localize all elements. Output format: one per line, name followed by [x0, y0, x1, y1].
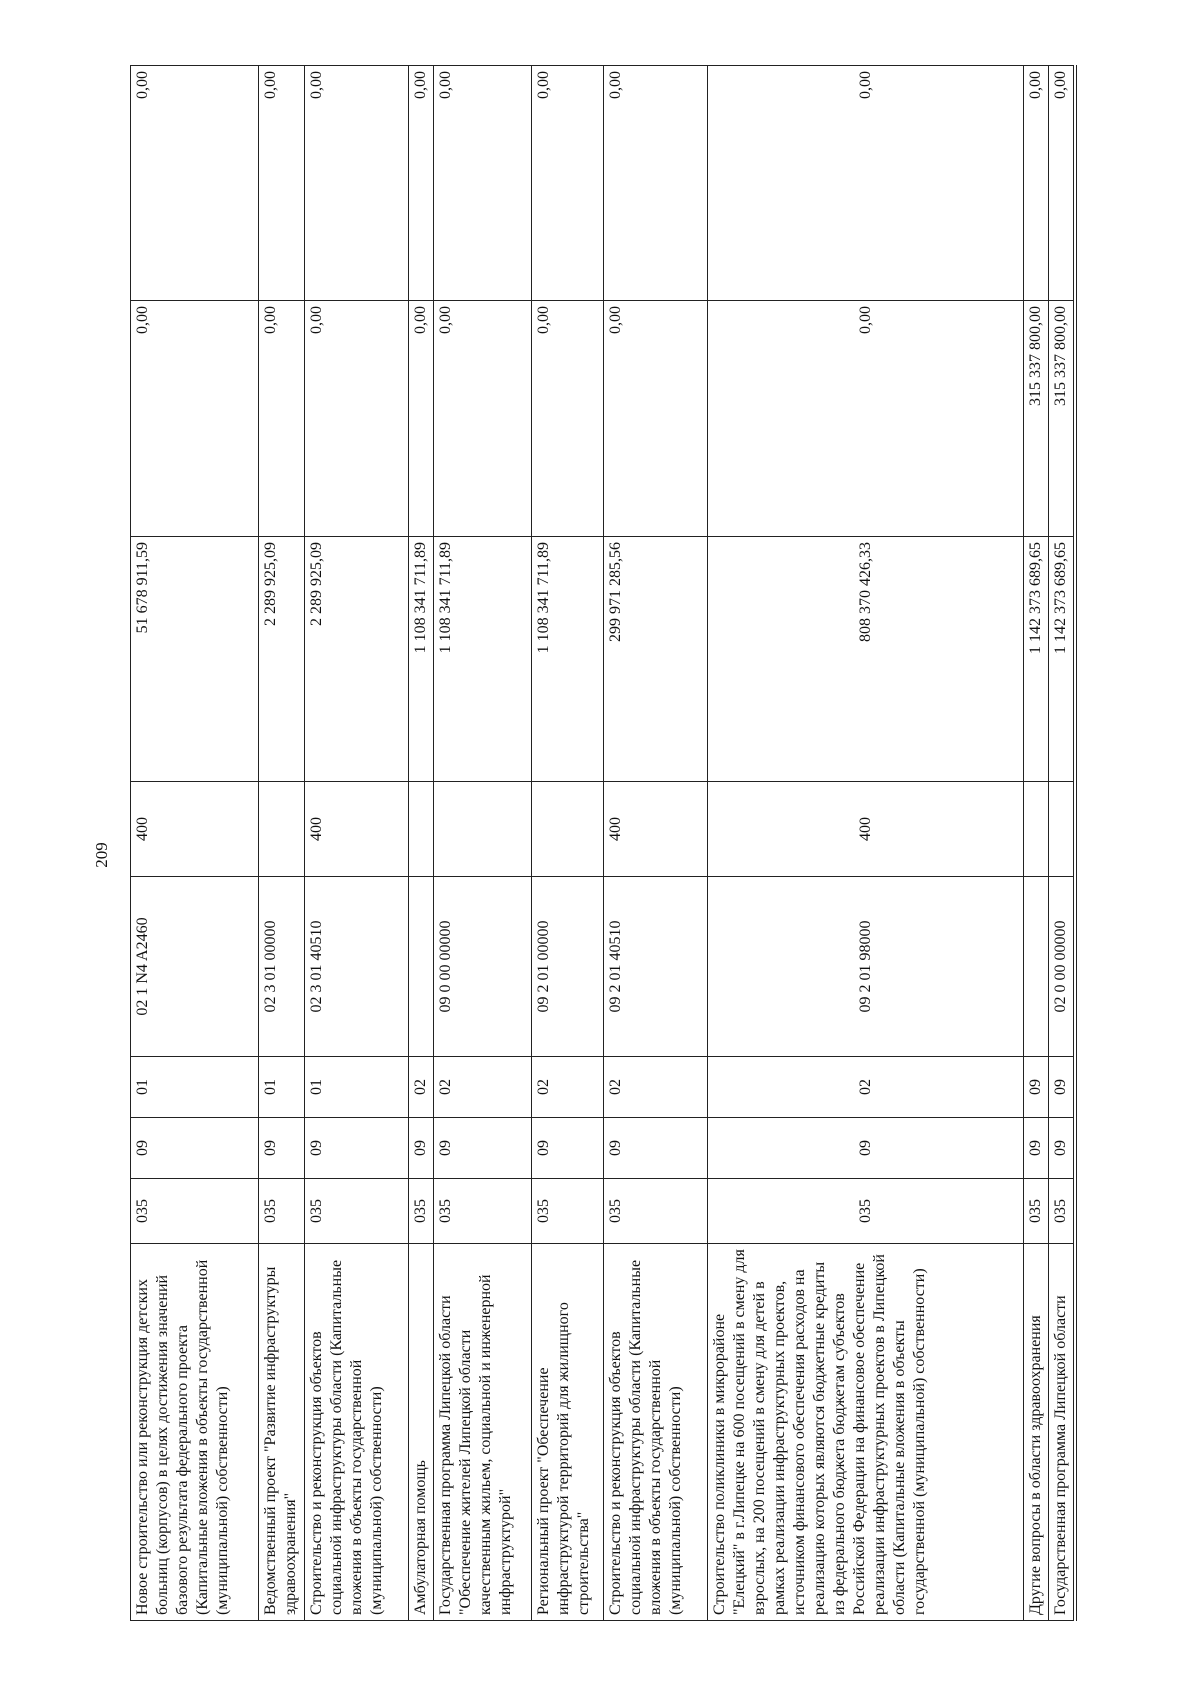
section-code: 09 — [434, 1118, 532, 1179]
table-row — [708, 66, 1024, 1621]
expense-type-code — [1049, 782, 1076, 877]
subsection-code: 01 — [259, 1057, 305, 1118]
admin-code: 035 — [532, 1179, 604, 1244]
amount-2: 315 337 800,00 — [1049, 301, 1076, 537]
row-name: Государственная программа Липецкой области — [1049, 1244, 1076, 1621]
expense-type-code: 400 — [305, 782, 409, 877]
expense-type-code: 400 — [131, 782, 259, 877]
amount-1: 1 142 373 689,65 — [1049, 537, 1076, 782]
amount-3: 0,00 — [434, 66, 532, 301]
amount-1: 1 108 341 711,89 — [434, 537, 532, 782]
table-row — [409, 66, 434, 1621]
admin-code: 035 — [409, 1179, 434, 1244]
amount-1: 2 289 925,09 — [305, 537, 409, 782]
subsection-code: 09 — [1024, 1057, 1049, 1118]
target-code — [409, 877, 434, 1057]
section-code: 09 — [259, 1118, 305, 1179]
admin-code: 035 — [305, 1179, 409, 1244]
table-row — [532, 66, 604, 1621]
amount-2: 0,00 — [259, 301, 305, 537]
row-name: Строительство поликлиники в микрорайоне "Елецкий" в г.Липецке на 600 посещений в смену для взрослых, на 200 посещений в смену для детей в рамках реализации инфраструктурных проектов, источником финансового обеспечения расходов на реализацию которых являются бюджетные кредиты из федерального бюджета бюджетам субъектов Российской Федерации на финансовое обеспечение реализации инфраструктурных проектов в Липецкой области (Капитальные вложения в объекты государственной (муниципальной) собственности) — [708, 1244, 1024, 1621]
row-name: Новое строительство или реконструкция детских больниц (корпусов) в целях достижения значений базового результата федерального проекта (Капитальные вложения в объекты государственной (муниципальной) собственности) — [131, 1244, 259, 1621]
amount-3: 0,00 — [604, 66, 708, 301]
target-code: 09 2 01 98000 — [708, 877, 1024, 1057]
amount-2: 0,00 — [305, 301, 409, 537]
section-code: 09 — [532, 1118, 604, 1179]
subsection-code: 02 — [409, 1057, 434, 1118]
section-code: 09 — [604, 1118, 708, 1179]
table-row — [604, 66, 708, 1621]
table-row — [305, 66, 409, 1621]
amount-3: 0,00 — [1049, 66, 1076, 301]
target-code: 02 3 01 40510 — [305, 877, 409, 1057]
budget-table — [130, 65, 1077, 1621]
rotated-table-wrapper — [130, 66, 1070, 1621]
amount-1: 808 370 426,33 — [708, 537, 1024, 782]
subsection-code: 02 — [532, 1057, 604, 1118]
amount-3: 0,00 — [1024, 66, 1049, 301]
expense-type-code — [259, 782, 305, 877]
admin-code: 035 — [708, 1179, 1024, 1244]
expense-type-code — [532, 782, 604, 877]
row-name: Ведомственный проект "Развитие инфраструктуры здравоохранения" — [259, 1244, 305, 1621]
row-name: Строительство и реконструкция объектов социальной инфраструктуры области (Капитальные вложения в объекты государственной (муниципальной) собственности) — [604, 1244, 708, 1621]
amount-2: 0,00 — [409, 301, 434, 537]
admin-code: 035 — [259, 1179, 305, 1244]
expense-type-code — [434, 782, 532, 877]
table-row — [1049, 66, 1076, 1621]
target-code: 09 2 01 40510 — [604, 877, 708, 1057]
expense-type-code: 400 — [604, 782, 708, 877]
admin-code: 035 — [1024, 1179, 1049, 1244]
row-name: Другие вопросы в области здравоохранения — [1024, 1244, 1049, 1621]
row-name: Государственная программа Липецкой области "Обеспечение жителей Липецкой области качественным жильем, социальной и инженерной инфраструктурой" — [434, 1244, 532, 1621]
subsection-code: 09 — [1049, 1057, 1076, 1118]
amount-3: 0,00 — [409, 66, 434, 301]
target-code — [1024, 877, 1049, 1057]
row-name: Амбулаторная помощь — [409, 1244, 434, 1621]
amount-2: 0,00 — [131, 301, 259, 537]
subsection-code: 01 — [305, 1057, 409, 1118]
amount-1: 51 678 911,59 — [131, 537, 259, 782]
subsection-code: 02 — [708, 1057, 1024, 1118]
table-row — [434, 66, 532, 1621]
table-row — [1024, 66, 1049, 1621]
admin-code: 035 — [131, 1179, 259, 1244]
amount-3: 0,00 — [259, 66, 305, 301]
section-code: 09 — [131, 1118, 259, 1179]
amount-3: 0,00 — [131, 66, 259, 301]
expense-type-code — [1024, 782, 1049, 877]
admin-code: 035 — [604, 1179, 708, 1244]
admin-code: 035 — [434, 1179, 532, 1244]
amount-1: 2 289 925,09 — [259, 537, 305, 782]
amount-1: 1 108 341 711,89 — [409, 537, 434, 782]
amount-1: 299 971 285,56 — [604, 537, 708, 782]
amount-2: 0,00 — [434, 301, 532, 537]
amount-2: 0,00 — [708, 301, 1024, 537]
target-code: 09 0 00 00000 — [434, 877, 532, 1057]
row-name: Строительство и реконструкция объектов социальной инфраструктуры области (Капитальные вложения в объекты государственной (муниципальной) собственности) — [305, 1244, 409, 1621]
amount-1: 1 142 373 689,65 — [1024, 537, 1049, 782]
amount-2: 0,00 — [532, 301, 604, 537]
target-code: 02 1 N4 A2460 — [131, 877, 259, 1057]
amount-3: 0,00 — [708, 66, 1024, 301]
table-row — [131, 66, 259, 1621]
amount-1: 1 108 341 711,89 — [532, 537, 604, 782]
row-name: Региональный проект "Обеспечение инфраструктурой территорий для жилищного строительства" — [532, 1244, 604, 1621]
admin-code: 035 — [1049, 1179, 1076, 1244]
section-code: 09 — [409, 1118, 434, 1179]
subsection-code: 01 — [131, 1057, 259, 1118]
section-code: 09 — [708, 1118, 1024, 1179]
amount-3: 0,00 — [532, 66, 604, 301]
section-code: 09 — [305, 1118, 409, 1179]
page-number: 209 — [92, 842, 111, 868]
amount-2: 315 337 800,00 — [1024, 301, 1049, 537]
section-code: 09 — [1024, 1118, 1049, 1179]
amount-2: 0,00 — [604, 301, 708, 537]
subsection-code: 02 — [604, 1057, 708, 1118]
target-code: 02 3 01 00000 — [259, 877, 305, 1057]
target-code: 09 2 01 00000 — [532, 877, 604, 1057]
expense-type-code: 400 — [708, 782, 1024, 877]
target-code: 02 0 00 00000 — [1049, 877, 1076, 1057]
amount-3: 0,00 — [305, 66, 409, 301]
section-code: 09 — [1049, 1118, 1076, 1179]
expense-type-code — [409, 782, 434, 877]
table-row — [259, 66, 305, 1621]
subsection-code: 02 — [434, 1057, 532, 1118]
